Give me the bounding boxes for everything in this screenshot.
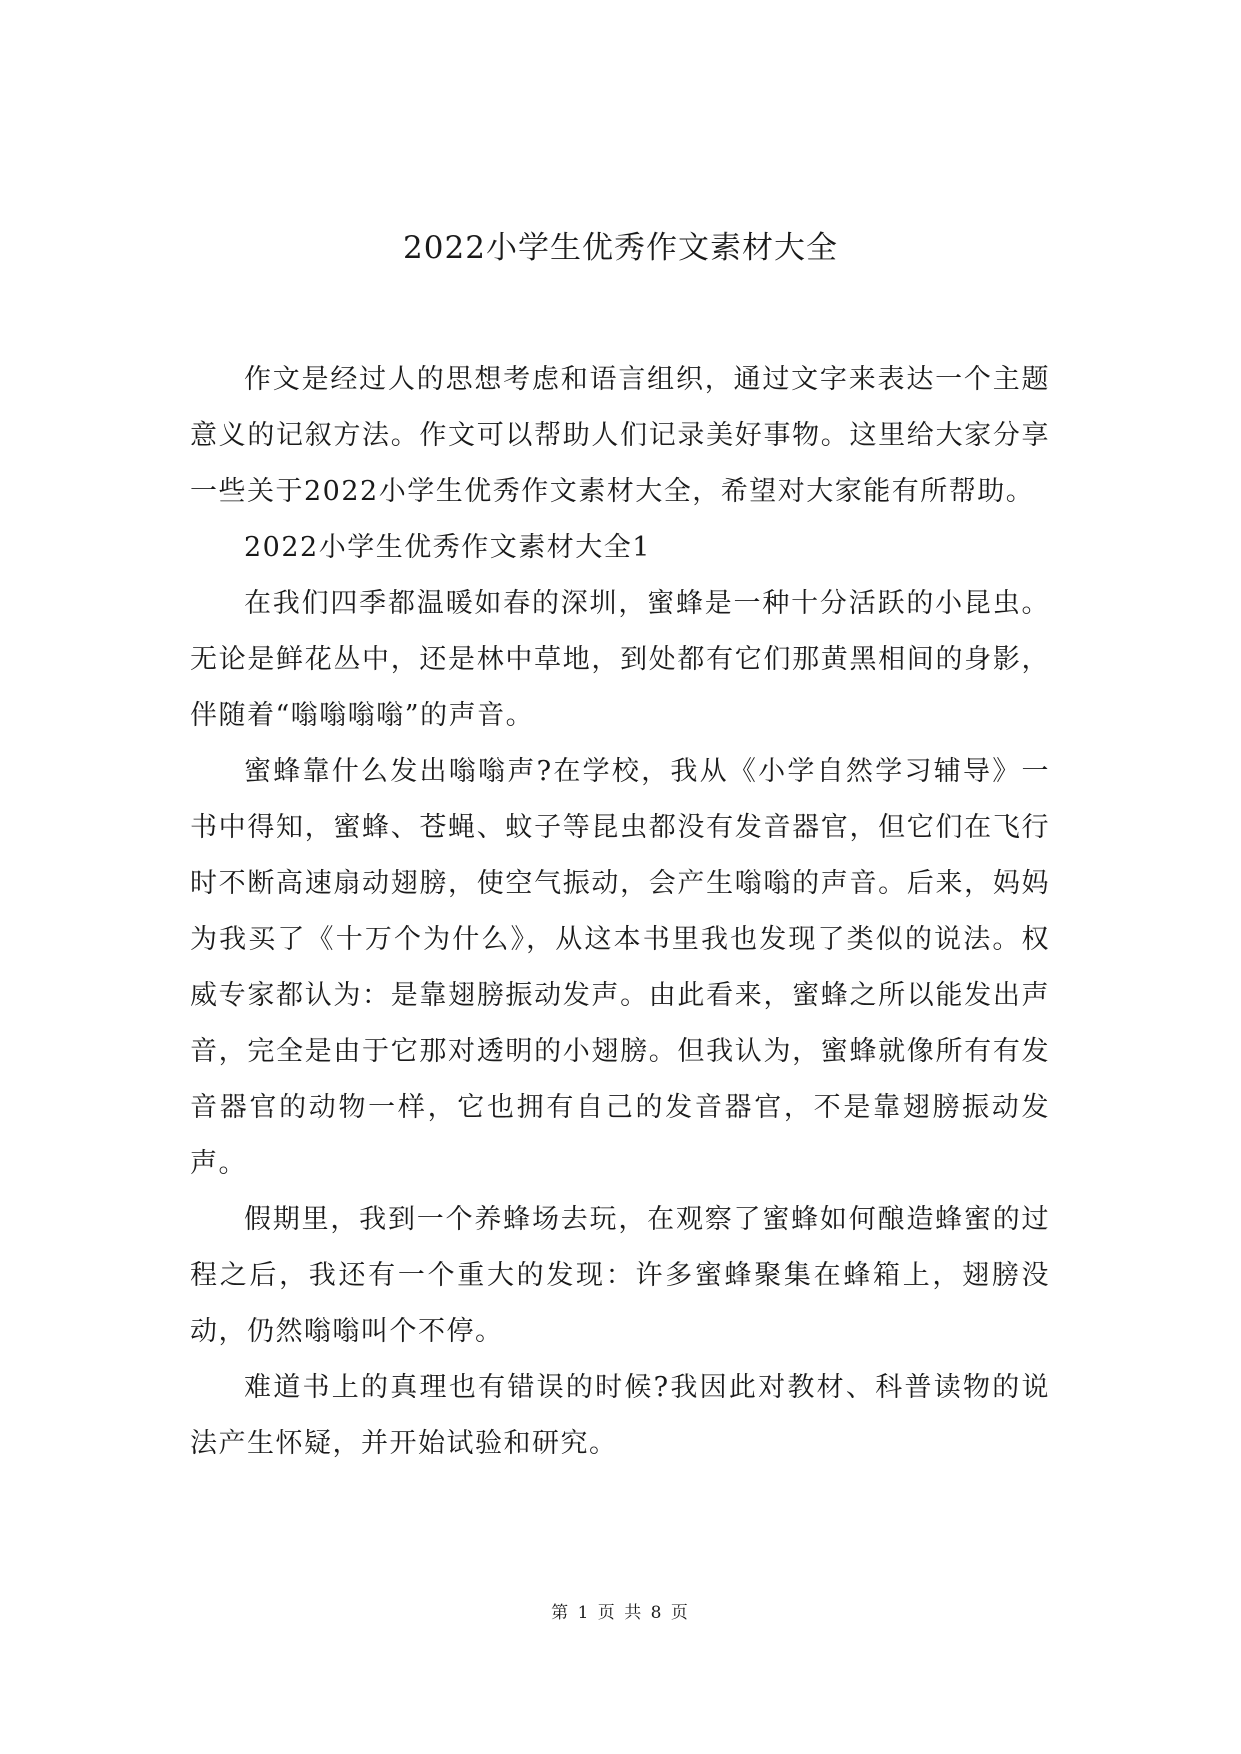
page-number-footer: 第 1 页 共 8 页 [551, 1603, 690, 1623]
body-paragraph: 假期里，我到一个养蜂场去玩，在观察了蜜蜂如何酿造蜂蜜的过程之后，我还有一个重大的发现：许多蜜蜂聚集在蜂箱上，翅膀没动，仍然嗡嗡叫个不停。 [190, 1204, 1050, 1347]
body-paragraph: 蜜蜂靠什么发出嗡嗡声?在学校，我从《小学自然学习辅导》一书中得知，蜜蜂、苍蝇、蚊子等昆虫都没有发音器官，但它们在飞行时不断高速扇动翅膀，使空气振动，会产生嗡嗡的声音。后来，妈妈为我买了《十万个为什么》，从这本书里我也发现了类似的说法。权威专家都认为：是靠翅膀振动发声。由此看来，蜜蜂之所以能发出声音，完全是由于它那对透明的小翅膀。但我认为，蜜蜂就像所有有发音器官的动物一样，它也拥有自己的发音器官，不是靠翅膀振动发声。 [190, 756, 1050, 1179]
body-paragraph: 在我们四季都温暖如春的深圳，蜜蜂是一种十分活跃的小昆虫。无论是鲜花丛中，还是林中草地，到处都有它们那黄黑相间的身影，伴随着“嗡嗡嗡嗡”的声音。 [190, 588, 1050, 731]
document-body [190, 352, 1050, 1472]
body-paragraph: 难道书上的真理也有错误的时候?我因此对教材、科普读物的说法产生怀疑，并开始试验和研究。 [190, 1372, 1050, 1459]
intro-paragraph: 作文是经过人的思想考虑和语言组织，通过文字来表达一个主题意义的记叙方法。作文可以帮助人们记录美好事物。这里给大家分享一些关于2022小学生优秀作文素材大全，希望对大家能有所帮助。 [190, 364, 1050, 507]
section-heading: 2022小学生优秀作文素材大全1 [244, 532, 651, 563]
document-title: 2022小学生优秀作文素材大全 [403, 230, 838, 266]
